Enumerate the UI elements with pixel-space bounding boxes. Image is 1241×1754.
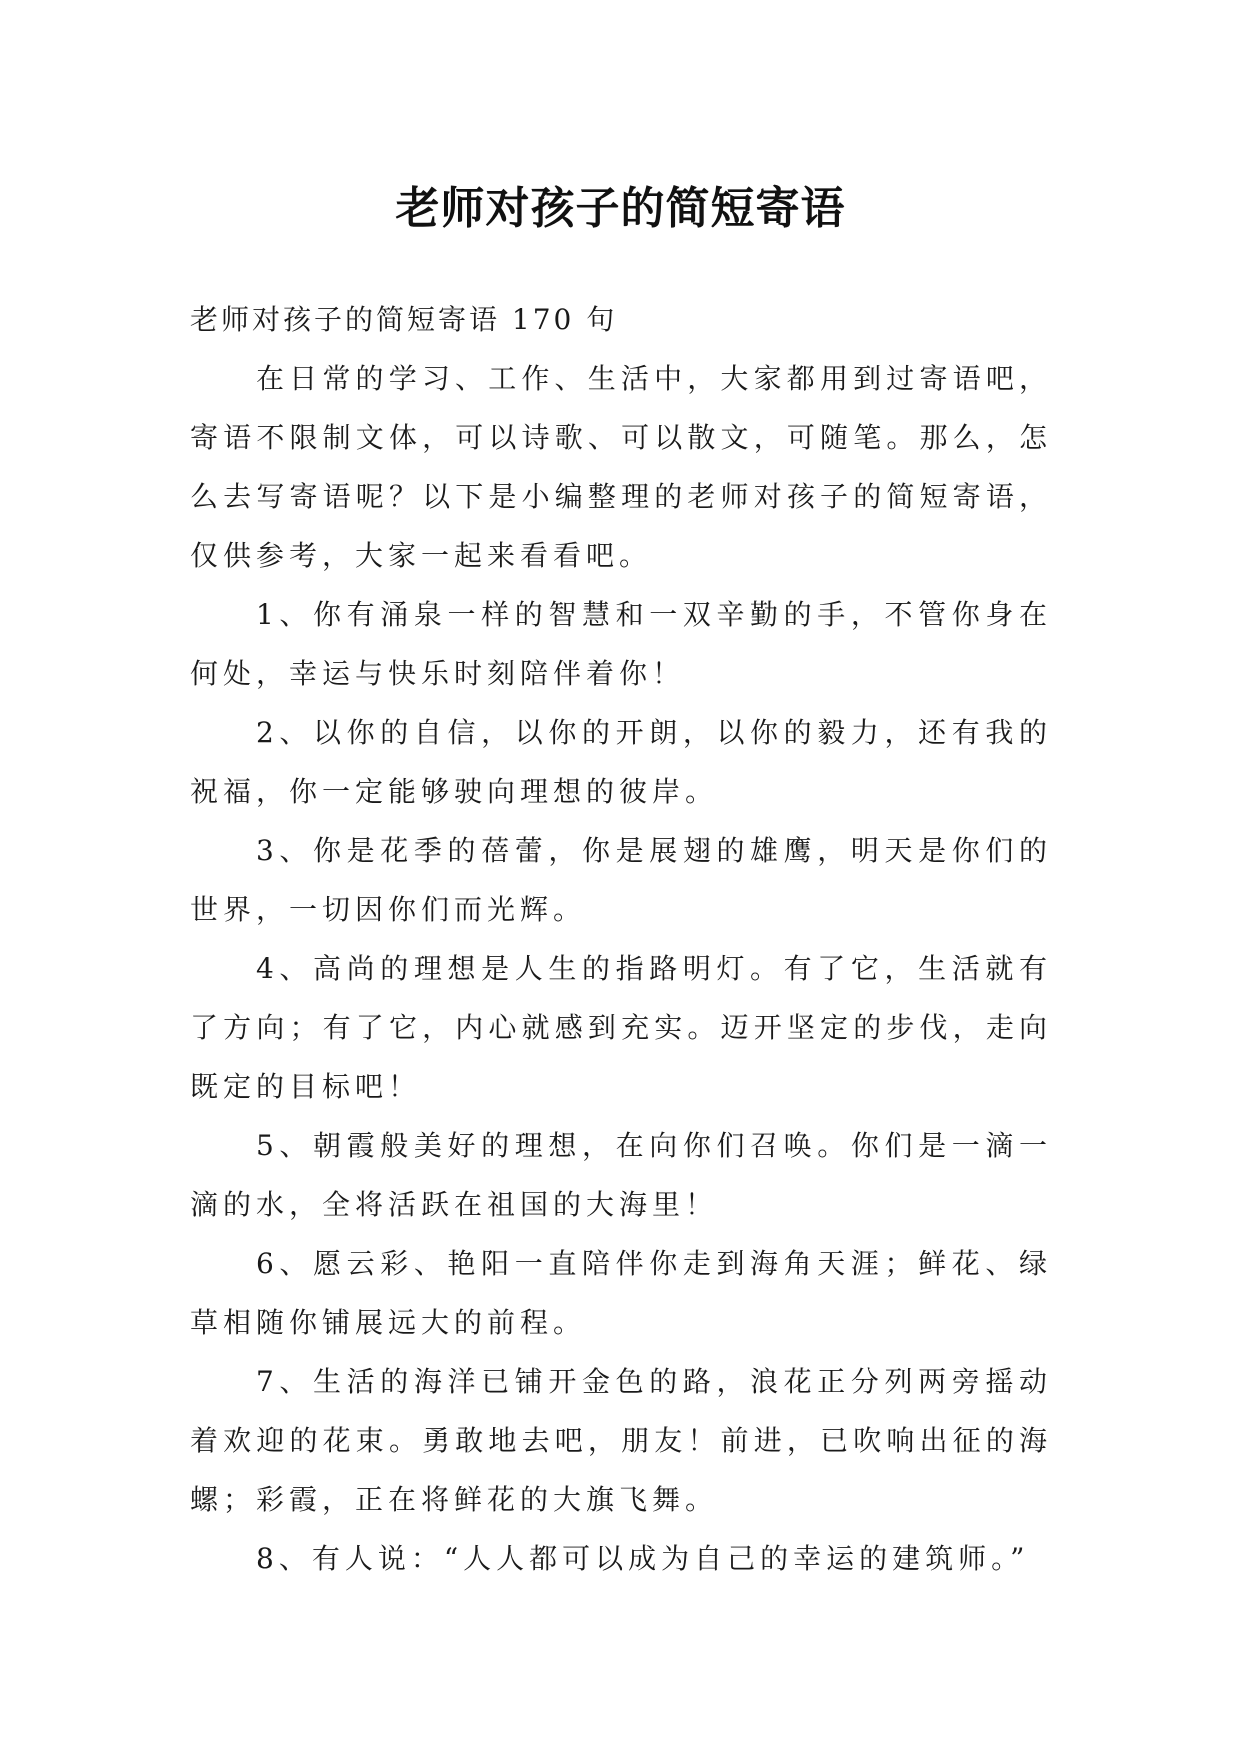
list-item: 2、以你的自信，以你的开朗，以你的毅力，还有我的祝福，你一定能够驶向理想的彼岸。 <box>190 716 1052 808</box>
document-title: 老师对孩子的简短寄语 <box>395 183 846 235</box>
list-item: 1、你有涌泉一样的智慧和一双辛勤的手，不管你身在何处，幸运与快乐时刻陪伴着你！ <box>190 598 1052 690</box>
document-body <box>190 290 1052 1588</box>
list-item: 6、愿云彩、艳阳一直陪伴你走到海角天涯；鲜花、绿草相随你铺展远大的前程。 <box>190 1247 1052 1339</box>
document-subtitle: 老师对孩子的简短寄语 170 句 <box>190 303 618 336</box>
list-item: 7、生活的海洋已铺开金色的路，浪花正分列两旁摇动着欢迎的花束。勇敢地去吧，朋友！前进，已吹响出征的海螺；彩霞，正在将鲜花的大旗飞舞。 <box>190 1365 1052 1516</box>
list-item: 8、有人说：“人人都可以成为自己的幸运的建筑师。” <box>256 1542 1030 1575</box>
list-item: 3、你是花季的蓓蕾，你是展翅的雄鹰，明天是你们的世界，一切因你们而光辉。 <box>190 834 1052 926</box>
intro-paragraph: 在日常的学习、工作、生活中，大家都用到过寄语吧，寄语不限制文体，可以诗歌、可以散文，可随笔。那么，怎么去写寄语呢？以下是小编整理的老师对孩子的简短寄语，仅供参考，大家一起来看看吧。 <box>190 362 1052 572</box>
list-item: 5、朝霞般美好的理想，在向你们召唤。你们是一滴一滴的水，全将活跃在祖国的大海里！ <box>190 1129 1052 1221</box>
list-item: 4、高尚的理想是人生的指路明灯。有了它，生活就有了方向；有了它，内心就感到充实。迈开坚定的步伐，走向既定的目标吧！ <box>190 952 1052 1103</box>
